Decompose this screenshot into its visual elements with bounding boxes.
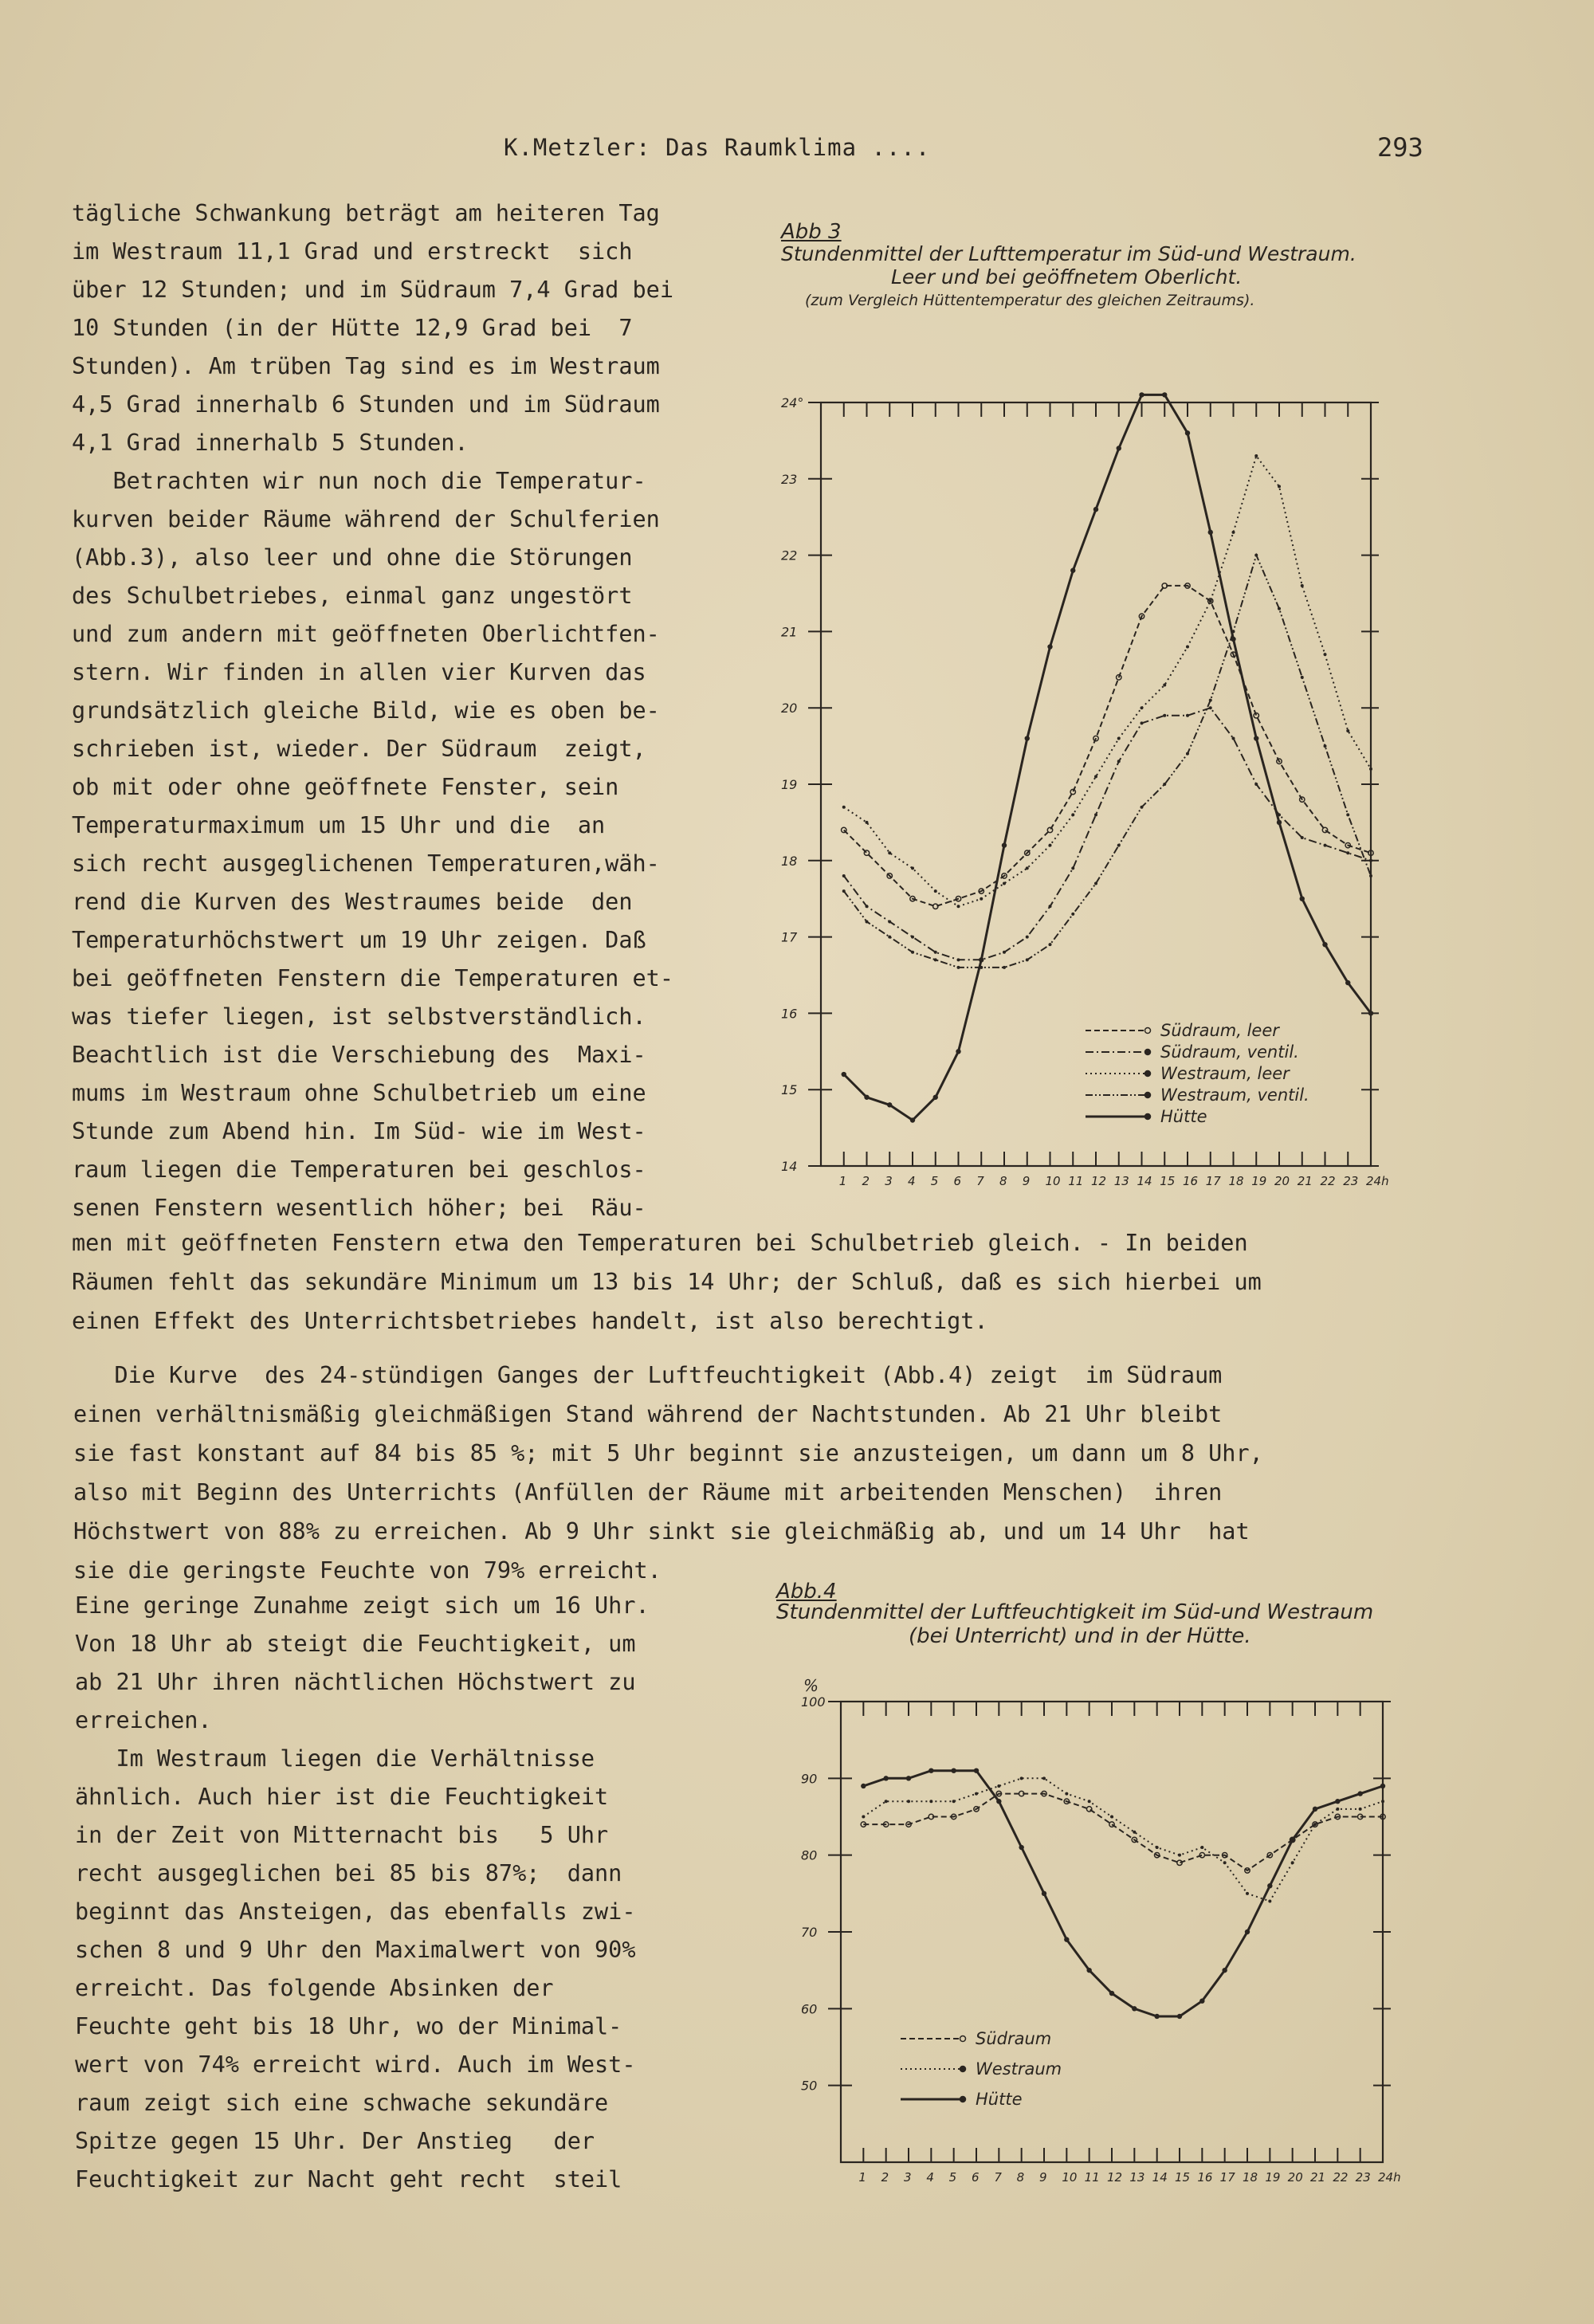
chart0-x-tick-label: 17 [1205, 1174, 1221, 1188]
chart1-x-tick-label: 10 [1062, 2170, 1078, 2185]
chart1-series-1-point [1313, 1823, 1317, 1826]
chart1-series-1-point [929, 1800, 932, 1803]
chart0-x-tick-label: 9 [1022, 1174, 1031, 1188]
chart1-series-1-point [1336, 1808, 1339, 1811]
chart0-series-2-point [980, 897, 983, 901]
chart0-series-3-point [842, 889, 846, 893]
chart0-y-tick-label: 20 [781, 701, 798, 716]
chart0-series-2-point [1141, 706, 1144, 709]
text-line: einen Effekt des Unterrichtsbetriebes handelt, ist also berechtigt. [72, 1308, 988, 1334]
chart1-x-tick-label: 9 [1039, 2170, 1047, 2185]
chart0-series-1-point [957, 958, 960, 961]
text-line: Stunden). Am trüben Tag sind es im Westraum [72, 353, 660, 379]
text-line: 4,1 Grad innerhalb 5 Stunden. [72, 430, 469, 456]
chart0-series-1-point [842, 874, 846, 877]
chart1-y-unit: % [803, 1676, 819, 1695]
text-line: kurven beider Räume während der Schulferien [72, 506, 660, 532]
chart0-series-1-point [1301, 836, 1304, 839]
chart0-series-3-point [888, 936, 891, 939]
chart0-series-4-point [1047, 644, 1052, 649]
chart1-x-tick-label: 24h [1378, 2170, 1401, 2185]
text-line: rend die Kurven des Westraumes beide den [72, 889, 633, 915]
chart0-x-tick-label: 23 [1343, 1174, 1359, 1188]
chart0-series-4-point [1300, 897, 1305, 901]
chart0-series-3-point [1324, 744, 1327, 748]
chart0-x-tick-label: 2 [862, 1174, 870, 1188]
text-line: Eine geringe Zunahme zeigt sich um 16 Uhr. [75, 1592, 650, 1619]
chart0-series-1-point [1049, 905, 1052, 908]
text-line: des Schulbetriebes, einmal ganz ungestört [72, 583, 633, 609]
figure4-label: Abb.4 [776, 1580, 837, 1604]
chart0-series-1-point [1369, 859, 1372, 862]
figure3-note: (zum Vergleich Hüttentemperatur des gleichen Zeitraums). [805, 292, 1255, 309]
chart0-series-2-point [1094, 775, 1097, 778]
chart1-series-1-point [1359, 1808, 1362, 1811]
chart1-series-2-point [1199, 1999, 1204, 2004]
text-line: Stunde zum Abend hin. Im Süd- wie im West- [72, 1118, 646, 1144]
chart0-y-tick-label: 15 [781, 1082, 798, 1098]
chart0-series-3-point [1209, 699, 1212, 702]
text-line: also mit Beginn des Unterrichts (Anfüllen der Räume mit arbeitenden Menschen) ihren [73, 1479, 1223, 1505]
chart0-series-2-point [1278, 485, 1281, 488]
chart0-series-0-point [842, 827, 846, 832]
chart1-series-2-point [1290, 1837, 1294, 1842]
chart0-x-tick-label: 18 [1228, 1174, 1244, 1188]
chart1-series-1-point [1178, 1854, 1181, 1857]
chart0-series-2-point [1346, 729, 1349, 732]
text-line: Temperaturhöchstwert um 19 Uhr zeigen. Daß [72, 927, 646, 953]
chart0-series-4-point [956, 1049, 960, 1054]
chart1-series-1-point [975, 1792, 978, 1796]
chart0-series-1-line [844, 708, 1371, 960]
chart0-series-3-point [1141, 806, 1144, 809]
chart0-series-3-point [911, 951, 914, 954]
chart1-series-2-point [1245, 1929, 1250, 1934]
chart0-series-3-point [1094, 882, 1097, 885]
chart0-x-tick-label: 21 [1297, 1174, 1313, 1188]
chart0-series-2-point [1209, 599, 1212, 603]
chart1-legend-label: Hütte [976, 2090, 1023, 2109]
chart0-series-2-point [1163, 683, 1166, 686]
chart1-x-tick-label: 3 [904, 2170, 912, 2185]
chart0-x-tick-label: 19 [1251, 1174, 1267, 1188]
chart0-series-0-point [1047, 827, 1052, 832]
text-line: in der Zeit von Mitternacht bis 5 Uhr [75, 1822, 609, 1848]
chart1-x-tick-label: 13 [1129, 2170, 1145, 2185]
chart0-series-3-point [1186, 752, 1189, 756]
chart0-series-3-point [1369, 874, 1372, 877]
text-line: Spitze gegen 15 Uhr. Der Anstieg der [75, 2128, 595, 2154]
chart0-series-4-point [1070, 568, 1075, 573]
text-line: wert von 74% erreicht wird. Auch im West- [75, 2051, 636, 2078]
chart0-series-3-point [1049, 943, 1052, 946]
chart0-x-tick-label: 1 [838, 1174, 847, 1188]
text-line: Im Westraum liegen die Verhältnisse [75, 1745, 595, 1772]
chart0-series-4-point [1231, 637, 1235, 642]
text-line: 4,5 Grad innerhalb 6 Stunden und im Südraum [72, 391, 660, 418]
chart1-series-0-point [1109, 1822, 1114, 1827]
chart0-legend-label: Hütte [1160, 1107, 1207, 1126]
chart0-series-4-point [887, 1102, 892, 1107]
chart1-series-1-point [1291, 1861, 1294, 1864]
chart1-series-1-line [863, 1778, 1383, 1901]
chart0-series-2-point [842, 806, 846, 809]
chart0-series-4-point [1139, 392, 1144, 397]
chart1-y-tick-label: 100 [801, 1694, 826, 1710]
chart1-legend-label: Westraum [976, 2059, 1062, 2079]
chart0-series-4-point [1322, 942, 1327, 947]
chart0-series-2-point [1369, 767, 1372, 771]
text-line: tägliche Schwankung beträgt am heiteren Tag [72, 200, 660, 226]
chart0-series-1-point [1026, 936, 1029, 939]
text-line: ob mit oder ohne geöffnete Fenster, sein [72, 774, 619, 800]
chart0-series-1-point [1071, 866, 1074, 870]
text-line: raum liegen die Temperaturen bei geschlos- [72, 1156, 646, 1183]
chart0-legend-label: Südraum, ventil. [1160, 1042, 1299, 1062]
text-line: über 12 Stunden; und im Südraum 7,4 Grad bei [72, 277, 673, 303]
chart0-x-tick-label: 15 [1160, 1174, 1176, 1188]
chart1-series-2-point [1109, 1991, 1114, 1996]
chart1-series-2-point [1335, 1799, 1340, 1804]
text-line: schrieben ist, wieder. Der Südraum zeigt, [72, 736, 646, 762]
text-line: Die Kurve des 24-stündigen Ganges der Luftfeuchtigkeit (Abb.4) zeigt im Südraum [73, 1362, 1223, 1388]
chart0-x-tick-label: 12 [1091, 1174, 1107, 1188]
chart0-y-tick-label: 24° [781, 395, 804, 410]
text-line: men mit geöffneten Fenstern etwa den Temperaturen bei Schulbetrieb gleich. - In beiden [72, 1230, 1248, 1256]
chart1-series-2-point [883, 1776, 888, 1780]
chart1-y-tick-label: 90 [801, 1771, 818, 1787]
chart1-series-2-point [1154, 2014, 1159, 2019]
chart1-x-tick-label: 15 [1175, 2170, 1191, 2185]
chart1-series-1-point [952, 1800, 956, 1803]
chart0-series-4-point [1254, 736, 1258, 740]
chart0-x-tick-label: 11 [1068, 1174, 1084, 1188]
chart0-series-4-point [1277, 820, 1282, 825]
chart1-series-2-point [1267, 1883, 1272, 1888]
chart1-x-tick-label: 19 [1265, 2170, 1281, 2185]
chart1-series-1-point [1042, 1776, 1046, 1780]
chart1-x-tick-label: 11 [1084, 2170, 1100, 2185]
chart1-y-tick-label: 70 [801, 1925, 818, 1940]
chart0-legend-swatch-end [1145, 1071, 1151, 1077]
text-line: stern. Wir finden in allen vier Kurven das [72, 659, 646, 685]
text-line: Feuchte geht bis 18 Uhr, wo der Minimal- [75, 2013, 622, 2039]
chart0-series-4-point [1368, 1011, 1373, 1015]
chart0-series-4-point [1025, 736, 1030, 740]
chart0-series-1-point [1186, 714, 1189, 717]
chart1-series-1-point [862, 1816, 865, 1819]
chart0-series-2-point [1049, 844, 1052, 847]
chart0-series-4-point [1093, 507, 1098, 512]
chart0-x-tick-label: 8 [999, 1174, 1007, 1188]
chart0-x-tick-label: 16 [1183, 1174, 1199, 1188]
page-number: 293 [1377, 132, 1423, 163]
chart0-series-1-point [1117, 760, 1121, 763]
text-line: sie fast konstant auf 84 bis 85 %; mit 5 Uhr beginnt sie anzusteigen, um dann um 8 Uhr, [73, 1440, 1263, 1466]
chart0-series-3-point [866, 920, 869, 923]
chart1-legend-label: Südraum [976, 2029, 1052, 2048]
text-line: senen Fenstern wesentlich höher; bei Räu- [72, 1195, 646, 1221]
chart1-series-2-point [1177, 2014, 1182, 2019]
chart1-series-1-point [1110, 1816, 1113, 1819]
chart1-x-tick-label: 12 [1107, 2170, 1123, 2185]
figure3-label: Abb 3 [781, 220, 842, 244]
chart0-series-1-point [1324, 844, 1327, 847]
chart0-series-3-point [1071, 913, 1074, 916]
chart0-series-4-point [842, 1072, 846, 1077]
chart0-series-4-point [1117, 446, 1121, 450]
chart1-series-2-point [1042, 1891, 1046, 1896]
chart0-series-2-point [1324, 653, 1327, 656]
chart0-series-4-point [864, 1095, 869, 1100]
chart1-series-2-line [863, 1771, 1383, 2016]
chart0-series-3-point [1026, 958, 1029, 961]
chart0-series-4-point [1002, 842, 1007, 847]
text-line: und zum andern mit geöffneten Oberlichtfen- [72, 621, 660, 647]
chart1-series-2-point [861, 1784, 866, 1788]
chart1-x-tick-label: 18 [1243, 2170, 1258, 2185]
chart1-x-tick-label: 23 [1355, 2170, 1371, 2185]
chart1-series-2-point [1019, 1845, 1023, 1850]
chart0-series-2-line [844, 456, 1371, 906]
chart0-x-tick-label: 7 [976, 1174, 984, 1188]
chart0-series-1-point [1346, 851, 1349, 854]
chart0-series-4-point [1208, 530, 1213, 535]
chart0-series-2-point [911, 866, 914, 870]
text-line: Betrachten wir nun noch die Temperatur- [72, 468, 646, 494]
chart1-y-tick-label: 60 [801, 2001, 818, 2017]
chart0-x-tick-label: 24h [1366, 1174, 1389, 1188]
chart0-series-2-point [957, 905, 960, 908]
chart0-series-1-point [1141, 721, 1144, 724]
chart0-series-1-point [1254, 783, 1258, 786]
chart1-series-1-point [1200, 1846, 1203, 1849]
chart1-x-tick-label: 7 [994, 2170, 1002, 2185]
chart0-series-2-point [888, 851, 891, 854]
chart1-x-tick-label: 21 [1310, 2170, 1326, 2185]
text-line: schen 8 und 9 Uhr den Maximalwert von 90% [75, 1937, 636, 1963]
chart0-series-4-point [933, 1095, 938, 1100]
chart1-series-0-point [1086, 1807, 1091, 1812]
chart0-series-4-point [1162, 392, 1167, 397]
chart1-x-tick-label: 2 [881, 2170, 889, 2185]
chart1-series-2-point [1380, 1784, 1385, 1788]
text-line: was tiefer liegen, ist selbstverständlich. [72, 1003, 646, 1030]
chart1-series-2-point [1064, 1937, 1069, 1941]
chart0-series-3-point [1254, 554, 1258, 557]
chart1-legend-swatch-end [960, 2036, 966, 2042]
chart1-series-1-point [1246, 1892, 1249, 1895]
text-line: mums im Westraum ohne Schulbetrieb um eine [72, 1080, 646, 1106]
chart0-series-3-point [934, 958, 937, 961]
chart1-x-tick-label: 1 [858, 2170, 866, 2185]
chart1-series-1-point [1381, 1800, 1384, 1803]
chart1-series-1-point [997, 1784, 1000, 1788]
chart1-series-0-line [863, 1794, 1383, 1871]
text-line: erreichen. [75, 1707, 212, 1733]
chart1-series-2-point [1086, 1968, 1091, 1973]
chart0-series-1-point [911, 936, 914, 939]
chart1-frame [841, 1702, 1383, 2162]
chart0-series-3-point [1301, 676, 1304, 679]
figure3-title: Stundenmittel der Lufttemperatur im Süd-und Westraum. [781, 242, 1356, 265]
chart1-series-2-point [1313, 1807, 1317, 1812]
figure3-subtitle: Leer und bei geöffnetem Oberlicht. [891, 265, 1243, 289]
text-line: ab 21 Uhr ihren nächtlichen Höchstwert zu [75, 1669, 636, 1695]
chart0-legend-label: Westraum, leer [1160, 1064, 1290, 1083]
text-line: Temperaturmaximum um 15 Uhr und die an [72, 812, 606, 838]
chart0-series-4-point [910, 1117, 915, 1122]
chart0-x-tick-label: 5 [930, 1174, 939, 1188]
chart0-series-0-point [1322, 827, 1327, 832]
chart0-series-2-point [1071, 813, 1074, 816]
chart1-series-1-point [1088, 1800, 1091, 1803]
text-line: Räumen fehlt das sekundäre Minimum um 13 bis 14 Uhr; der Schluß, daß es sich hierbei um [72, 1269, 1262, 1295]
chart1-legend-swatch-end [960, 2097, 966, 2102]
chart0-legend-label: Südraum, leer [1160, 1021, 1279, 1040]
chart1-x-tick-label: 4 [926, 2170, 934, 2185]
chart0-y-tick-label: 16 [781, 1006, 798, 1022]
running-title: K.Metzler: Das Raumklima .... [504, 134, 931, 161]
text-line: grundsätzlich gleiche Bild, wie es oben be- [72, 697, 660, 724]
chart0-series-2-point [1003, 882, 1006, 885]
text-line: Von 18 Uhr ab steigt die Feuchtigkeit, um [75, 1631, 636, 1657]
chart1-y-tick-label: 50 [801, 2078, 818, 2094]
chart1-series-2-point [974, 1769, 979, 1773]
chart0-series-3-point [1003, 966, 1006, 969]
chart0-x-tick-label: 10 [1045, 1174, 1061, 1188]
chart0-x-tick-label: 13 [1113, 1174, 1129, 1188]
chart0-series-3-point [1278, 607, 1281, 610]
text-line: im Westraum 11,1 Grad und erstreckt sich [72, 238, 633, 265]
chart1-x-tick-label: 8 [1016, 2170, 1025, 2185]
text-line: raum zeigt sich eine schwache sekundäre [75, 2090, 609, 2116]
chart0-series-1-point [1094, 813, 1097, 816]
chart1-series-2-point [1132, 2006, 1137, 2011]
chart0-series-1-point [1232, 737, 1235, 740]
chart1-x-tick-label: 14 [1152, 2170, 1168, 2185]
chart0-series-4-point [1345, 980, 1350, 985]
chart0-series-3-point [957, 966, 960, 969]
chart1-x-tick-label: 5 [948, 2170, 957, 2185]
chart0-y-tick-label: 19 [781, 777, 798, 792]
chart0-series-3-line [844, 555, 1371, 968]
chart1-series-2-point [906, 1776, 911, 1780]
chart0-series-2-point [1186, 646, 1189, 649]
text-line: (Abb.3), also leer und ohne die Störungen [72, 544, 633, 571]
chart1-y-tick-label: 80 [801, 1847, 818, 1863]
chart0-series-1-point [934, 951, 937, 954]
chart1-series-1-point [1223, 1861, 1227, 1864]
chart0-series-1-point [1209, 706, 1212, 709]
text-line: erreicht. Das folgende Absinken der [75, 1975, 554, 2001]
chart0-series-2-point [1232, 531, 1235, 534]
chart0-y-tick-label: 18 [781, 853, 798, 869]
chart1-series-2-point [1222, 1968, 1227, 1973]
chart1-x-tick-label: 22 [1333, 2170, 1349, 2185]
chart0-series-1-point [888, 920, 891, 923]
chart0-series-4-point [979, 957, 983, 962]
chart0-series-2-point [1301, 584, 1304, 587]
chart0-series-2-point [866, 821, 869, 824]
chart1-series-1-point [1156, 1846, 1159, 1849]
chart0-y-tick-label: 21 [781, 624, 798, 640]
text-line: 10 Stunden (in der Hütte 12,9 Grad bei 7 [72, 315, 633, 341]
chart0-x-tick-label: 6 [953, 1174, 962, 1188]
text-line: Höchstwert von 88% zu erreichen. Ab 9 Uhr sinkt sie gleichmäßig ab, und um 14 Uhr hat [73, 1518, 1250, 1545]
chart0-x-tick-label: 3 [885, 1174, 893, 1188]
chart1-series-1-point [1133, 1831, 1136, 1834]
text-line: sich recht ausgeglichenen Temperaturen,wäh- [72, 850, 660, 877]
chart0-legend-swatch-end [1145, 1093, 1151, 1098]
figure4-title: Stundenmittel der Luftfeuchtigkeit im Süd-und Westraum [776, 1600, 1374, 1624]
text-line: recht ausgeglichen bei 85 bis 87%; dann [75, 1860, 622, 1886]
chart1-x-tick-label: 16 [1197, 2170, 1213, 2185]
chart1-series-1-point [1020, 1776, 1023, 1780]
chart1-x-tick-label: 17 [1219, 2170, 1235, 2185]
chart0-x-tick-label: 4 [908, 1174, 916, 1188]
chart0-series-2-point [1117, 737, 1121, 740]
text-line: Feuchtigkeit zur Nacht geht recht steil [75, 2166, 622, 2192]
chart0-series-3-point [1117, 844, 1121, 847]
chart0-series-0-point [864, 850, 869, 855]
text-line: einen verhältnismäßig gleichmäßigen Stand während der Nachtstunden. Ab 21 Uhr bleibt [73, 1401, 1223, 1427]
chart1-series-2-point [1357, 1791, 1362, 1796]
chart0-series-1-point [1163, 714, 1166, 717]
chart1-series-1-point [907, 1800, 910, 1803]
chart1-series-2-point [929, 1769, 933, 1773]
chart0-series-2-point [934, 889, 937, 893]
chart1-series-2-point [951, 1769, 956, 1773]
chart0-x-tick-label: 20 [1274, 1174, 1290, 1188]
chart0-y-tick-label: 23 [781, 471, 798, 487]
chart0-legend-swatch-end [1145, 1050, 1151, 1055]
chart0-legend-swatch-end [1145, 1114, 1151, 1120]
chart0-legend-swatch-end [1145, 1028, 1151, 1034]
text-line: beginnt das Ansteigen, das ebenfalls zwi- [75, 1898, 636, 1925]
chart1-legend-swatch-end [960, 2067, 966, 2072]
chart0-series-0-line [844, 586, 1371, 906]
chart1-series-1-point [885, 1800, 888, 1803]
chart0-series-3-point [1346, 813, 1349, 816]
text-line: bei geöffneten Fenstern die Temperaturen et- [72, 965, 673, 991]
chart1-series-1-point [1268, 1899, 1271, 1902]
chart0-series-2-point [1254, 454, 1258, 457]
chart0-series-3-point [1163, 783, 1166, 786]
text-line: sie die geringste Feuchte von 79% erreicht. [73, 1557, 662, 1584]
chart1-x-tick-label: 20 [1287, 2170, 1303, 2185]
chart1-series-1-point [1065, 1792, 1068, 1796]
chart0-legend-label: Westraum, ventil. [1160, 1085, 1309, 1105]
chart0-y-tick-label: 14 [781, 1159, 798, 1174]
chart0-x-tick-label: 14 [1137, 1174, 1152, 1188]
chart0-y-tick-label: 17 [781, 929, 798, 945]
chart0-series-2-point [1026, 866, 1029, 870]
chart1-x-tick-label: 6 [972, 2170, 980, 2185]
chart0-x-tick-label: 22 [1320, 1174, 1336, 1188]
chart0-series-1-point [866, 905, 869, 908]
chart0-series-4-point [1185, 430, 1190, 435]
chart0-y-tick-label: 22 [781, 548, 798, 563]
chart1-series-2-point [996, 1799, 1001, 1804]
chart0-series-1-point [1003, 951, 1006, 954]
text-line: ähnlich. Auch hier ist die Feuchtigkeit [75, 1784, 609, 1810]
figure4-subtitle: (bei Unterricht) und in der Hütte. [909, 1624, 1251, 1648]
text-line: Beachtlich ist die Verschiebung des Maxi- [72, 1042, 646, 1068]
